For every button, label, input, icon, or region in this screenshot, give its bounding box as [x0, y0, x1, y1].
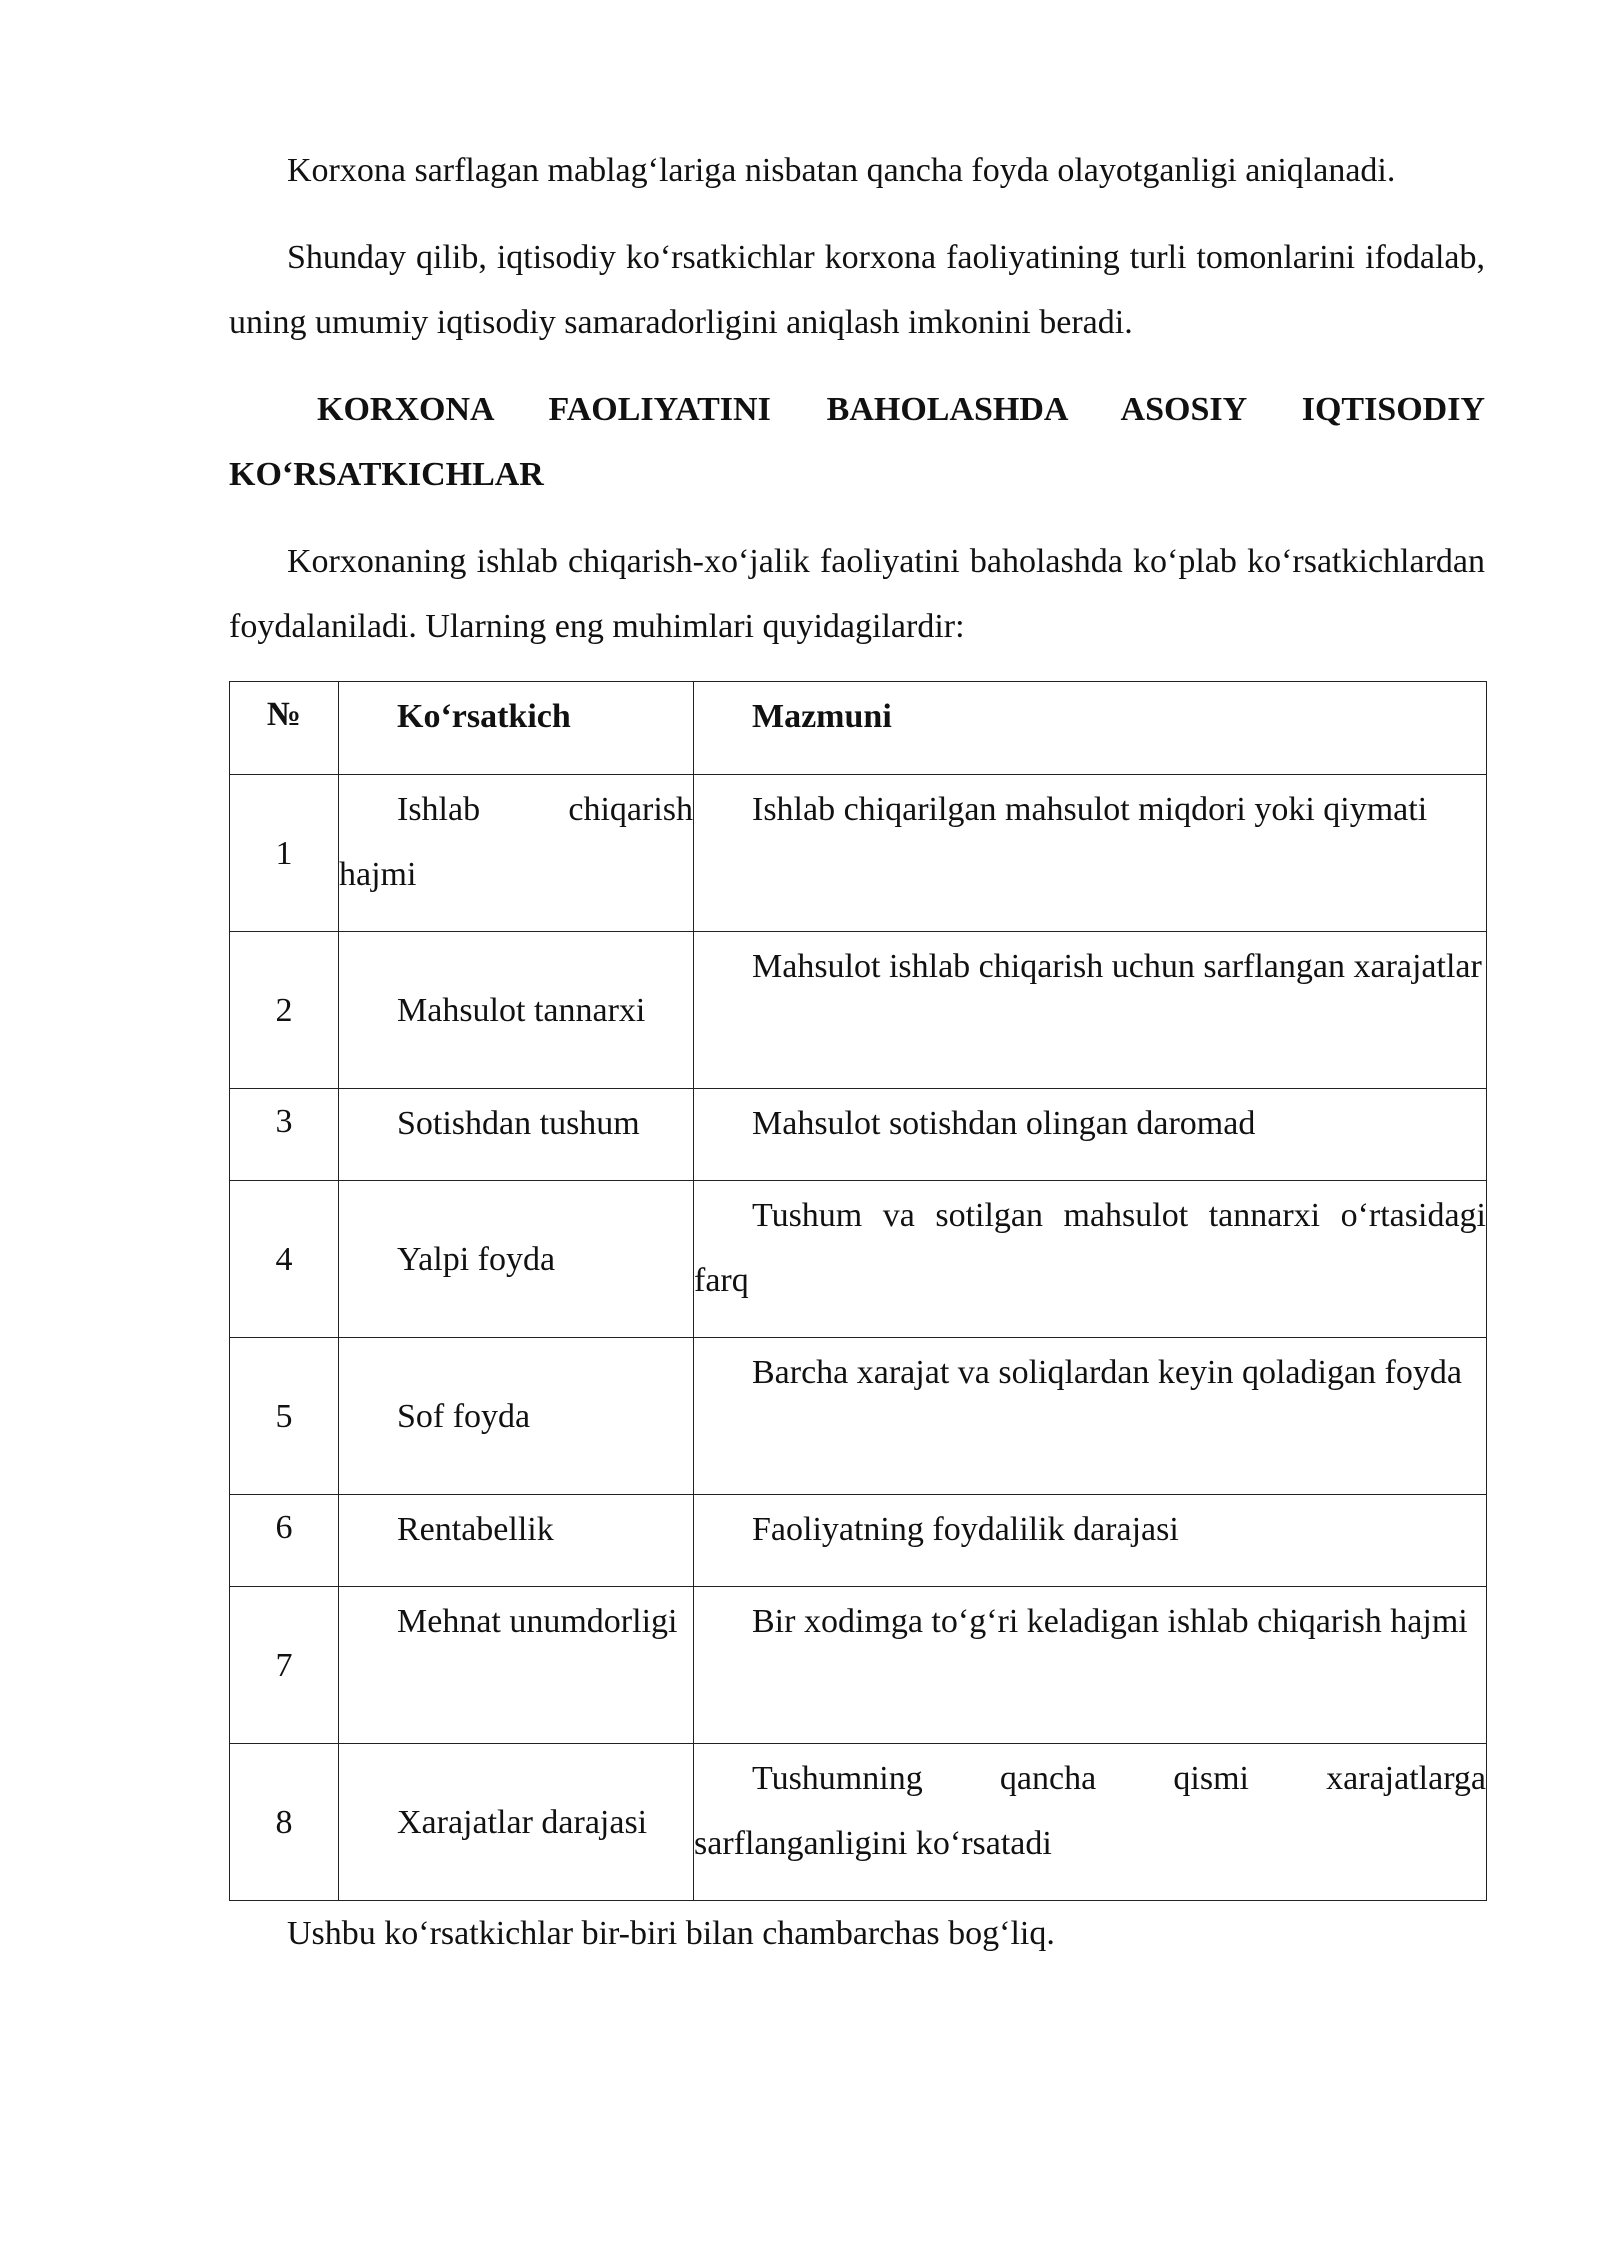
- section-heading: KORXONA FAOLIYATINI BAHOLASHDA ASOSIY IQTISODIY KO‘RSATKICHLAR: [229, 391, 1485, 493]
- row-number: 8: [230, 1744, 339, 1901]
- row-number: 3: [230, 1089, 339, 1181]
- row-content: Tushum va sotilgan mahsulot tannarxi o‘rtasidagi farq: [694, 1181, 1487, 1338]
- table-row: [230, 1587, 1487, 1744]
- table-row: [230, 1495, 1487, 1587]
- row-number: 5: [230, 1338, 339, 1495]
- table-row: [230, 1181, 1487, 1338]
- row-indicator: Rentabellik: [339, 1495, 694, 1587]
- table-row: [230, 1089, 1487, 1181]
- row-content: Bir xodimga to‘g‘ri keladigan ishlab chiqarish hajmi: [694, 1587, 1487, 1744]
- header-content: Mazmuni: [694, 682, 1487, 775]
- indicators-table: [229, 681, 1487, 1901]
- row-content: Barcha xarajat va soliqlardan keyin qoladigan foyda: [694, 1338, 1487, 1495]
- row-indicator: Mahsulot tannarxi: [339, 932, 694, 1089]
- paragraph-closing: Ushbu ko‘rsatkichlar bir-biri bilan chambarchas bog‘liq.: [287, 1915, 1055, 1952]
- table-header-row: [230, 682, 1487, 775]
- row-indicator: Mehnat unumdorligi: [339, 1587, 694, 1744]
- paragraph-intro: Korxona sarflagan mablag‘lariga nisbatan qancha foyda olayotganligi aniqlanadi.: [287, 152, 1396, 189]
- row-number: 2: [230, 932, 339, 1089]
- document-body: [229, 138, 1485, 1966]
- row-content: Mahsulot ishlab chiqarish uchun sarflangan xarajatlar: [694, 932, 1487, 1089]
- row-number: 1: [230, 775, 339, 932]
- paragraph-table-intro: Korxonaning ishlab chiqarish-xo‘jalik faoliyatini baholashda ko‘plab ko‘rsatkichlardan foydalaniladi. Ularning eng muhimlari quyidagilardir:: [229, 543, 1485, 645]
- row-number: 6: [230, 1495, 339, 1587]
- table-row: [230, 1338, 1487, 1495]
- header-indicator: Ko‘rsatkich: [339, 682, 694, 775]
- paragraph-summary: Shunday qilib, iqtisodiy ko‘rsatkichlar korxona faoliyatining turli tomonlarini ifodalab, uning umumiy iqtisodiy samaradorligini aniqlash imkonini beradi.: [229, 239, 1485, 341]
- row-number: 4: [230, 1181, 339, 1338]
- row-indicator: Sotishdan tushum: [339, 1089, 694, 1181]
- table-row: [230, 932, 1487, 1089]
- row-number: 7: [230, 1587, 339, 1744]
- row-indicator: Ishlab chiqarish hajmi: [339, 775, 694, 932]
- table-row: [230, 1744, 1487, 1901]
- row-content: Faoliyatning foydalilik darajasi: [694, 1495, 1487, 1587]
- row-indicator: Sof foyda: [339, 1338, 694, 1495]
- row-indicator: Xarajatlar darajasi: [339, 1744, 694, 1901]
- header-number: №: [230, 682, 339, 775]
- row-content: Tushumning qancha qismi xarajatlarga sarflanganligini ko‘rsatadi: [694, 1744, 1487, 1901]
- table-row: [230, 775, 1487, 932]
- row-indicator: Yalpi foyda: [339, 1181, 694, 1338]
- row-content: Mahsulot sotishdan olingan daromad: [694, 1089, 1487, 1181]
- row-content: Ishlab chiqarilgan mahsulot miqdori yoki qiymati: [694, 775, 1487, 932]
